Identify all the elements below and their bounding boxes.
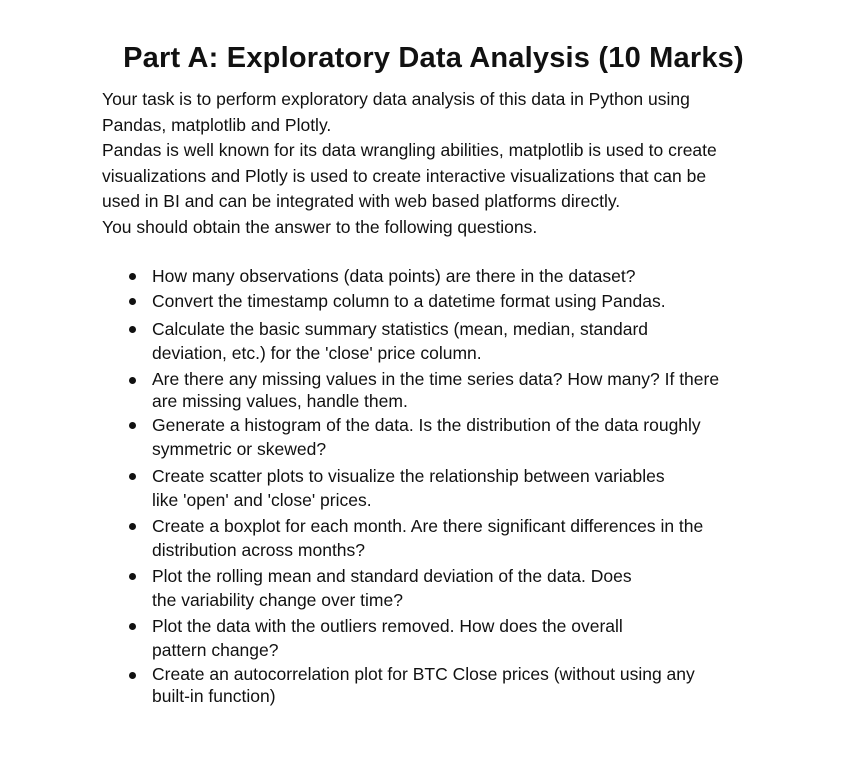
question-text-line: pattern change? — [152, 640, 279, 660]
question-text-line: Are there any missing values in the time series data? How many? If there — [152, 369, 720, 389]
question-text-line: like 'open' and 'close' prices. — [152, 490, 372, 510]
page-title: Part A: Exploratory Data Analysis (10 Marks) — [123, 42, 744, 74]
question-item — [102, 264, 802, 288]
bullet-icon — [129, 377, 136, 384]
question-text-line: symmetric or skewed? — [152, 439, 327, 459]
intro-line: used in BI and can be integrated with web based platforms directly. — [102, 191, 621, 211]
question-text-line: are missing values, handle them. — [152, 391, 408, 411]
bullet-icon — [129, 623, 136, 630]
question-text-line: distribution across months? — [152, 540, 366, 560]
question-text-line: the variability change over time? — [152, 590, 403, 610]
question-text-line: Create scatter plots to visualize the relationship between variables — [152, 466, 665, 486]
bullet-icon — [129, 273, 136, 280]
question-item — [102, 514, 802, 562]
question-text-line: built-in function) — [152, 686, 276, 706]
question-item — [102, 317, 802, 365]
question-list — [102, 264, 802, 707]
question-item — [102, 413, 802, 461]
intro-line: Your task is to perform exploratory data analysis of this data in Python using — [102, 89, 690, 109]
bullet-icon — [129, 523, 136, 530]
question-item — [102, 464, 802, 512]
question-text-line: How many observations (data points) are there in the dataset? — [152, 266, 636, 286]
intro-line: Pandas, matplotlib and Plotly. — [102, 114, 332, 135]
bullet-icon — [129, 573, 136, 580]
question-text-line: Create a boxplot for each month. Are there significant differences in the — [152, 516, 704, 536]
question-text-line: Generate a histogram of the data. Is the distribution of the data roughly — [152, 415, 701, 435]
question-text-line: Plot the data with the outliers removed. How does the overall — [152, 616, 623, 636]
question-item — [102, 564, 802, 612]
intro-line: You should obtain the answer to the following questions. — [102, 216, 538, 237]
question-item — [102, 368, 802, 412]
bullet-icon — [129, 422, 136, 429]
bullet-icon — [129, 298, 136, 305]
question-text-line: Create an autocorrelation plot for BTC Close prices (without using any — [152, 664, 695, 684]
intro-paragraph — [102, 87, 802, 240]
bullet-icon — [129, 473, 136, 480]
question-text-line: Calculate the basic summary statistics (mean, median, standard — [152, 319, 649, 339]
question-item — [102, 663, 802, 707]
question-item — [102, 614, 802, 662]
question-text-line: Plot the rolling mean and standard deviation of the data. Does — [152, 566, 632, 586]
question-text-line: Convert the timestamp column to a datetime format using Pandas. — [152, 291, 666, 311]
intro-line: visualizations and Plotly is used to create interactive visualizations that can be — [102, 165, 707, 186]
question-text-line: deviation, etc.) for the 'close' price column. — [152, 343, 482, 363]
bullet-icon — [129, 326, 136, 333]
intro-line: Pandas is well known for its data wrangling abilities, matplotlib is used to create — [102, 140, 717, 160]
bullet-icon — [129, 672, 136, 679]
question-item — [102, 289, 802, 313]
